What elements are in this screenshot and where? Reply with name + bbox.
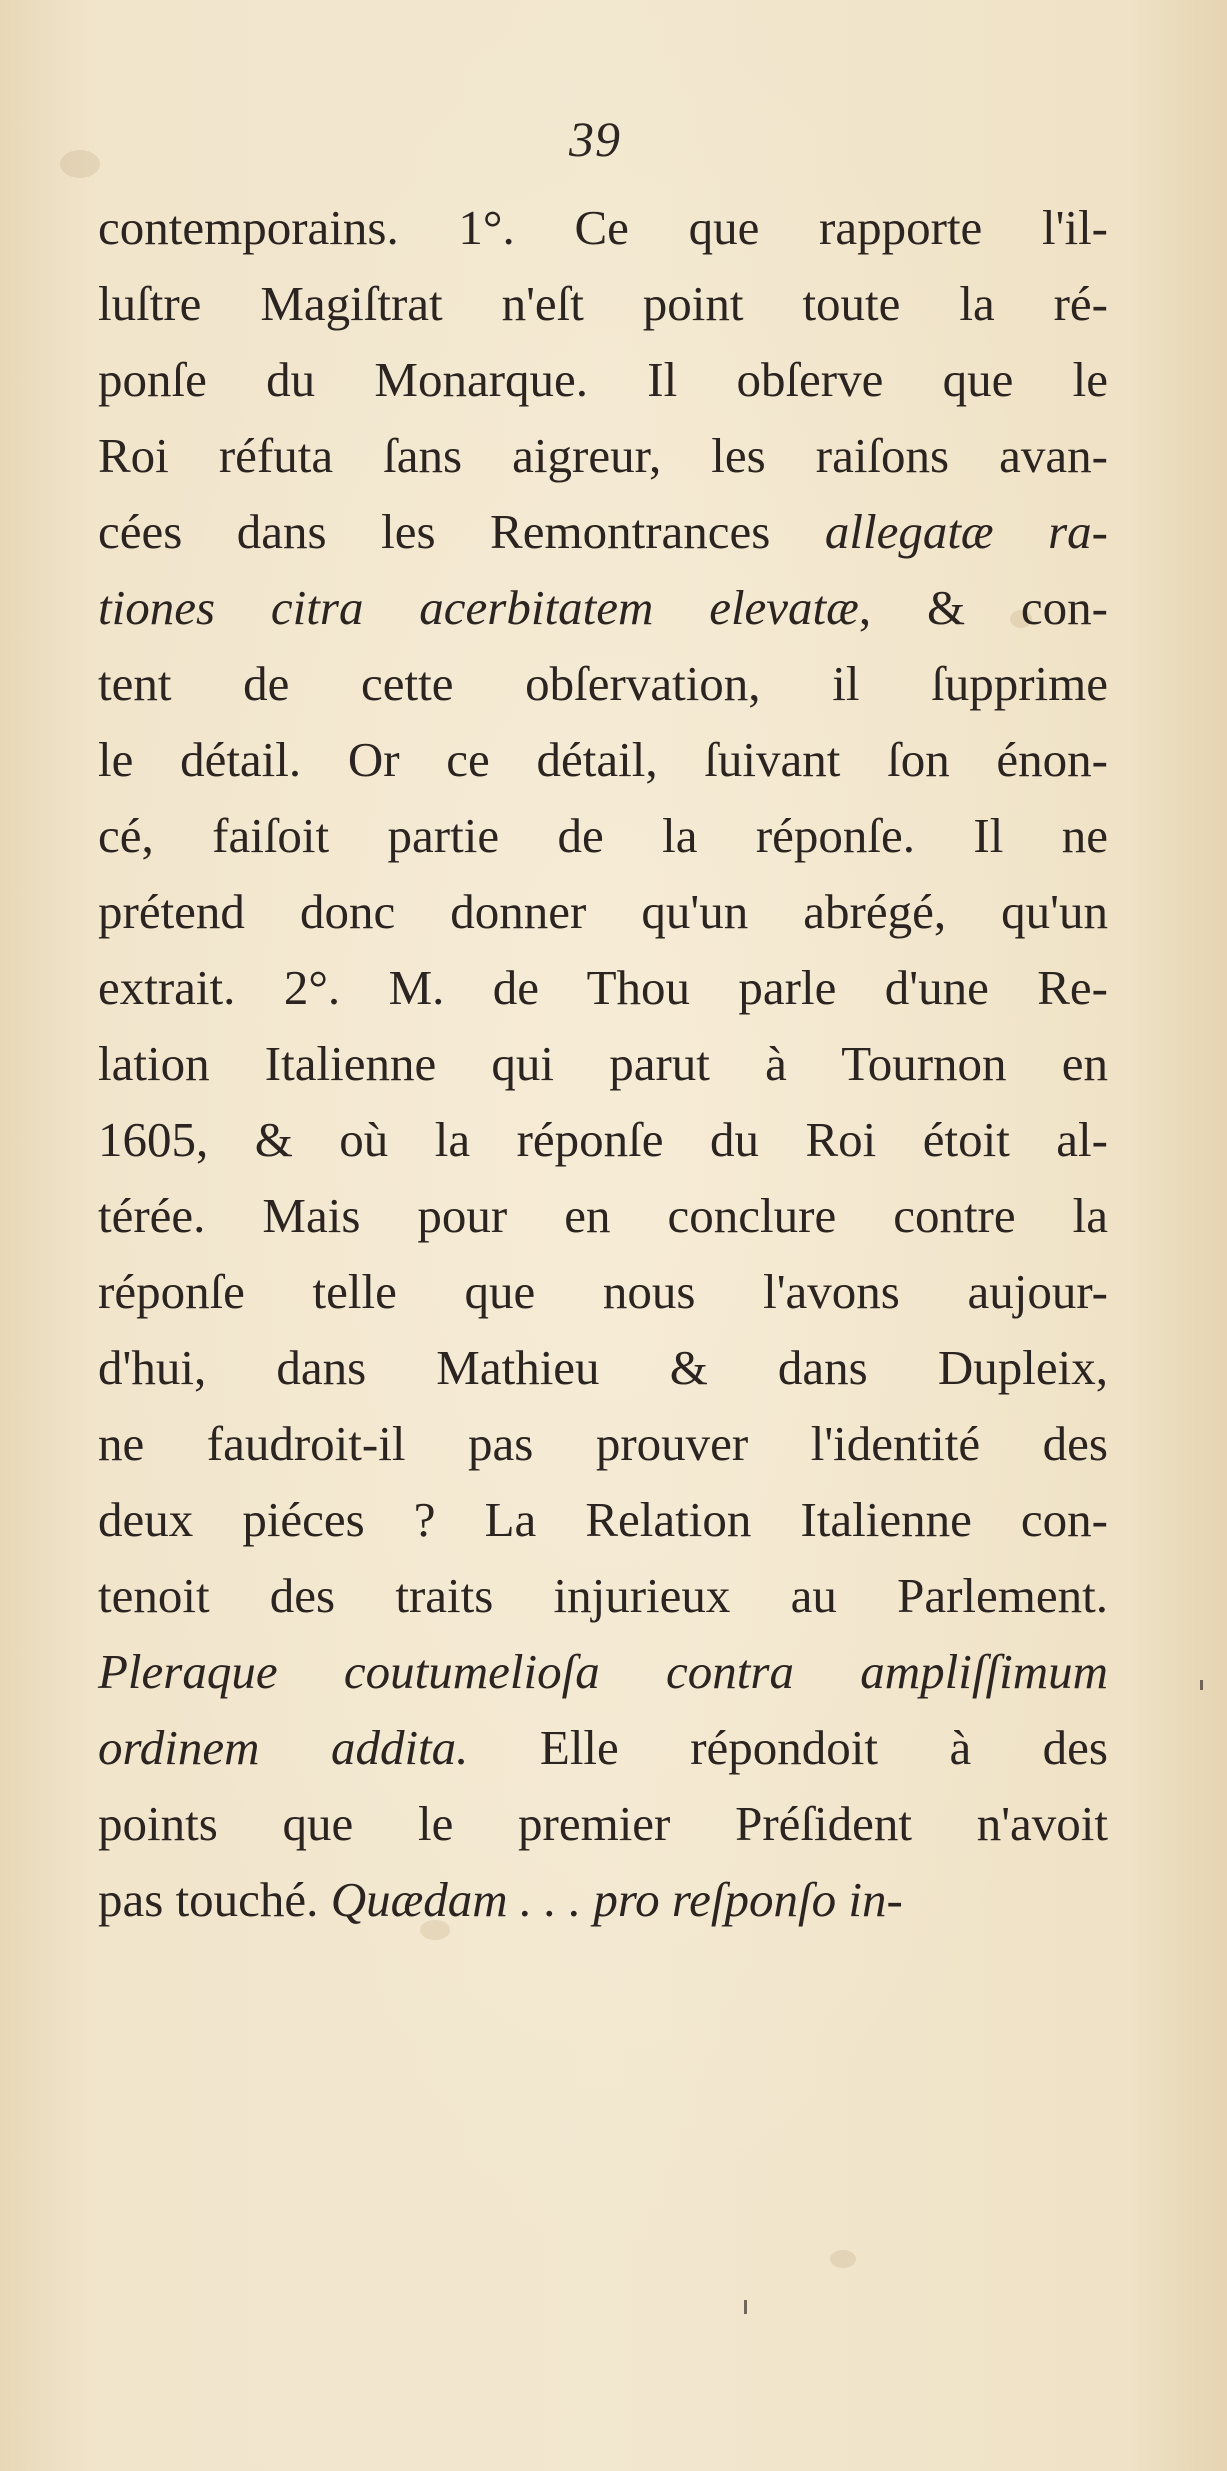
text-line: ordinem addita. Elle répondoit à des xyxy=(98,1720,1108,1775)
text-line: ne faudroit-il pas prouver l'identité des xyxy=(98,1416,1108,1471)
text-line: cé, faiſoit partie de la réponſe. Il ne xyxy=(98,808,1108,863)
text-line: le détail. Or ce détail, ſuivant ſon énon- xyxy=(98,732,1108,787)
text-line: deux piéces ? La Relation Italienne con- xyxy=(98,1492,1108,1547)
text-line: extrait. 2°. M. de Thou parle d'une Re- xyxy=(98,960,1108,1015)
text-line: tent de cette obſervation, il ſupprime xyxy=(98,656,1108,711)
page-number: 39 xyxy=(569,111,621,167)
ink-mark xyxy=(744,2300,747,2314)
text-line: cées dans les Remontrances allegatæ ra- xyxy=(98,504,1108,559)
text-line: tenoit des traits injurieux au Parlement. xyxy=(98,1568,1108,1623)
text-line: pas touché. Quædam . . . pro reſponſo in- xyxy=(98,1872,903,1927)
text-line: contemporains. 1°. Ce que rapporte l'il- xyxy=(98,200,1108,255)
text-line: d'hui, dans Mathieu & dans Dupleix, xyxy=(98,1340,1108,1395)
text-line: réponſe telle que nous l'avons aujour- xyxy=(98,1264,1108,1319)
text-line: térée. Mais pour en conclure contre la xyxy=(98,1188,1108,1243)
text-line: prétend donc donner qu'un abrégé, qu'un xyxy=(98,884,1108,939)
text-line: 1605, & où la réponſe du Roi étoit al- xyxy=(98,1112,1108,1167)
latin-quote: ordinem addita. xyxy=(98,1720,469,1775)
latin-quote: Quædam . . . pro reſponſo in- xyxy=(330,1872,903,1927)
text-line: points que le premier Préſident n'avoit xyxy=(98,1796,1108,1851)
text-line: Roi réfuta ſans aigreur, les raiſons avan- xyxy=(98,428,1108,483)
text-line: lation Italienne qui parut à Tournon en xyxy=(98,1036,1108,1091)
text-line xyxy=(98,1634,1108,1710)
text-block xyxy=(98,190,1108,1938)
foxing-stain xyxy=(60,150,100,178)
latin-quote: allegatæ ra- xyxy=(824,504,1108,559)
text-line: tiones citra acerbitatem elevatæ, & con- xyxy=(98,580,1108,635)
ink-mark xyxy=(1200,1680,1203,1690)
text-line: luſtre Magiſtrat n'eſt point toute la ré- xyxy=(98,276,1108,331)
text-line: ponſe du Monarque. Il obſerve que le xyxy=(98,352,1108,407)
latin-quote: Pleraque coutumelioſa contra ampliſſimum xyxy=(98,1644,1108,1699)
latin-quote: tiones citra acerbitatem elevatæ xyxy=(98,580,859,635)
foxing-stain xyxy=(830,2250,856,2268)
